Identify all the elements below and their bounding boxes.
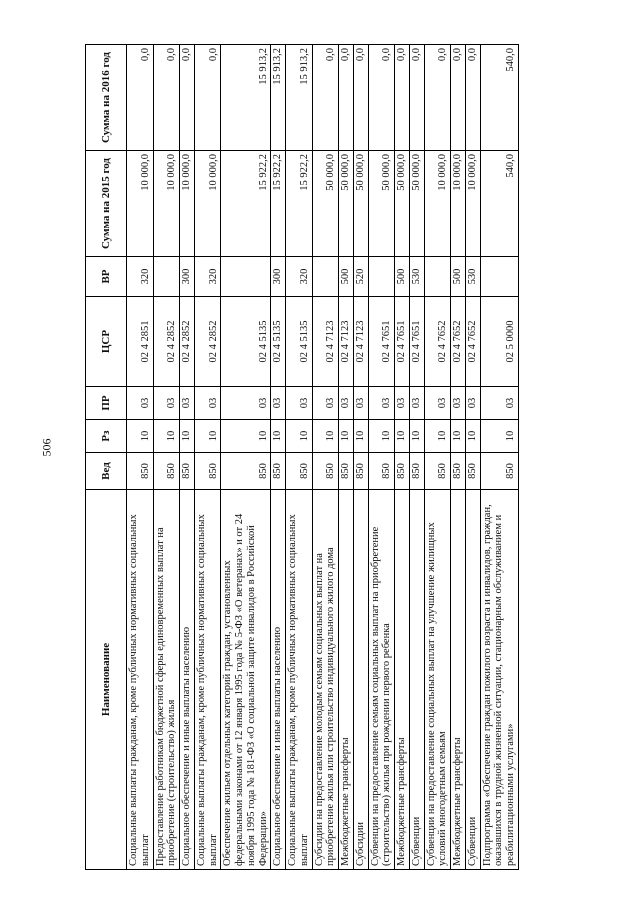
table-row [312, 45, 339, 870]
cell-csr: 02 4 7651 [368, 297, 395, 387]
header-csr: ЦСР [86, 297, 127, 387]
cell-sum-2016: 0,0 [395, 45, 410, 151]
cell-ved: 850 [339, 453, 354, 490]
cell-csr: 02 4 7123 [353, 297, 368, 387]
cell-ved: 850 [480, 453, 518, 490]
cell-pr: 03 [180, 387, 195, 420]
cell-sum-2015: 50 000,0 [409, 151, 424, 257]
cell-pr: 03 [286, 387, 313, 420]
cell-vr: 530 [409, 257, 424, 297]
cell-csr: 02 4 7652 [451, 297, 466, 387]
cell-sum-2016: 0,0 [353, 45, 368, 151]
table-body [127, 45, 519, 870]
cell-rz: 10 [465, 420, 480, 453]
table-row [395, 45, 410, 870]
cell-csr: 02 4 2851 [127, 297, 154, 387]
cell-pr: 03 [409, 387, 424, 420]
cell-name: Межбюджетные трансферты [339, 490, 354, 870]
cell-csr: 02 5 0000 [480, 297, 518, 387]
header-name: Наименование [86, 490, 127, 870]
cell-pr: 03 [339, 387, 354, 420]
cell-sum-2016: 540,0 [480, 45, 518, 151]
cell-sum-2016: 15 913,2 [221, 45, 271, 151]
cell-vr: 320 [286, 257, 313, 297]
cell-csr: 02 4 7652 [424, 297, 451, 387]
header-pr: ПР [86, 387, 127, 420]
table-header-row [86, 45, 127, 870]
cell-csr: 02 4 7651 [395, 297, 410, 387]
table-row [194, 45, 221, 870]
cell-rz: 10 [271, 420, 286, 453]
cell-name: Субсидии на предоставление молодым семьям социальных выплат на приобретение жилья или строительство индивидуального жилого дома [312, 490, 339, 870]
cell-vr [221, 257, 271, 297]
table-row [286, 45, 313, 870]
cell-name: Социальные выплаты гражданам, кроме публичных нормативных социальных выплат [286, 490, 313, 870]
cell-name: Социальное обеспечение и иные выплаты населению [271, 490, 286, 870]
cell-vr [368, 257, 395, 297]
cell-vr: 500 [451, 257, 466, 297]
header-rz: Рз [86, 420, 127, 453]
cell-vr: 300 [271, 257, 286, 297]
cell-sum-2015: 10 000,0 [127, 151, 154, 257]
cell-rz: 10 [395, 420, 410, 453]
cell-sum-2015: 540,0 [480, 151, 518, 257]
cell-ved: 850 [153, 453, 180, 490]
cell-pr: 03 [221, 387, 271, 420]
cell-csr: 02 4 2852 [194, 297, 221, 387]
table-row [353, 45, 368, 870]
cell-pr: 03 [395, 387, 410, 420]
cell-pr: 03 [153, 387, 180, 420]
cell-csr: 02 4 7123 [339, 297, 354, 387]
cell-csr: 02 4 7651 [409, 297, 424, 387]
cell-name: Субвенции [409, 490, 424, 870]
cell-sum-2015: 15 922,2 [271, 151, 286, 257]
cell-pr: 03 [353, 387, 368, 420]
cell-sum-2016: 0,0 [312, 45, 339, 151]
cell-sum-2015: 10 000,0 [424, 151, 451, 257]
cell-sum-2016: 0,0 [339, 45, 354, 151]
header-vr: ВР [86, 257, 127, 297]
cell-ved: 850 [465, 453, 480, 490]
cell-sum-2016: 0,0 [180, 45, 195, 151]
cell-name: Социальное обеспечение и иные выплаты населению [180, 490, 195, 870]
header-sum-2015: Сумма на 2015 год [86, 151, 127, 257]
cell-pr: 03 [127, 387, 154, 420]
table-row [221, 45, 271, 870]
cell-rz: 10 [312, 420, 339, 453]
cell-vr: 320 [194, 257, 221, 297]
page-number: 506 [39, 438, 54, 457]
cell-csr: 02 4 5135 [271, 297, 286, 387]
table-row [153, 45, 180, 870]
cell-pr: 03 [312, 387, 339, 420]
cell-pr: 03 [368, 387, 395, 420]
cell-sum-2015: 10 000,0 [153, 151, 180, 257]
cell-pr: 03 [465, 387, 480, 420]
cell-rz: 10 [194, 420, 221, 453]
cell-ved: 850 [127, 453, 154, 490]
cell-vr [424, 257, 451, 297]
cell-sum-2015: 10 000,0 [465, 151, 480, 257]
cell-sum-2015: 50 000,0 [353, 151, 368, 257]
cell-ved: 850 [194, 453, 221, 490]
table-row [127, 45, 154, 870]
cell-ved: 850 [271, 453, 286, 490]
cell-csr: 02 4 5135 [221, 297, 271, 387]
cell-ved: 850 [409, 453, 424, 490]
cell-rz: 10 [221, 420, 271, 453]
cell-rz: 10 [286, 420, 313, 453]
cell-rz: 10 [127, 420, 154, 453]
cell-ved: 850 [368, 453, 395, 490]
cell-sum-2016: 0,0 [451, 45, 466, 151]
cell-sum-2015: 50 000,0 [395, 151, 410, 257]
cell-name: Социальные выплаты гражданам, кроме публичных нормативных социальных выплат [127, 490, 154, 870]
cell-rz: 10 [339, 420, 354, 453]
cell-vr: 500 [339, 257, 354, 297]
cell-ved: 850 [451, 453, 466, 490]
cell-name: Субсидии [353, 490, 368, 870]
cell-pr: 03 [271, 387, 286, 420]
cell-pr: 03 [194, 387, 221, 420]
budget-table [85, 44, 519, 870]
cell-sum-2015: 10 000,0 [451, 151, 466, 257]
cell-csr: 02 4 2852 [153, 297, 180, 387]
table-row [339, 45, 354, 870]
table-row [465, 45, 480, 870]
cell-csr: 02 4 2852 [180, 297, 195, 387]
cell-ved: 850 [286, 453, 313, 490]
cell-vr [153, 257, 180, 297]
cell-sum-2016: 0,0 [424, 45, 451, 151]
cell-name: Субвенции [465, 490, 480, 870]
cell-vr: 500 [395, 257, 410, 297]
cell-name: Подпрограмма «Обеспечение граждан пожилого возраста и инвалидов, граждан, оказавшихся в трудной жизненной ситуации, стационарным обслуживанием и реабилитационными услугами» [480, 490, 518, 870]
table-row [368, 45, 395, 870]
table-row [271, 45, 286, 870]
cell-csr: 02 4 7123 [312, 297, 339, 387]
cell-sum-2015: 10 000,0 [180, 151, 195, 257]
cell-name: Социальные выплаты гражданам, кроме публичных нормативных социальных выплат [194, 490, 221, 870]
cell-name: Предоставление работникам бюджетной сферы единовременных выплат на приобретение (строительство) жилья [153, 490, 180, 870]
cell-ved: 850 [424, 453, 451, 490]
table-row [480, 45, 518, 870]
cell-rz: 10 [451, 420, 466, 453]
cell-sum-2015: 50 000,0 [339, 151, 354, 257]
cell-vr: 320 [127, 257, 154, 297]
header-sum-2016: Сумма на 2016 год [86, 45, 127, 151]
table-row [180, 45, 195, 870]
cell-vr: 520 [353, 257, 368, 297]
header-ved: Вед [86, 453, 127, 490]
cell-ved: 850 [312, 453, 339, 490]
table-row [424, 45, 451, 870]
cell-vr: 300 [180, 257, 195, 297]
cell-sum-2015: 15 922,2 [221, 151, 271, 257]
cell-csr: 02 4 5135 [286, 297, 313, 387]
cell-rz: 10 [480, 420, 518, 453]
cell-vr: 530 [465, 257, 480, 297]
cell-sum-2016: 0,0 [194, 45, 221, 151]
cell-rz: 10 [180, 420, 195, 453]
cell-rz: 10 [353, 420, 368, 453]
cell-vr [312, 257, 339, 297]
cell-name: Субвенции на предоставление семьям социальных выплат на приобретение (строительство) жилья при рождении первого ребенка [368, 490, 395, 870]
table-row [409, 45, 424, 870]
cell-name: Субвенции на предоставление социальных выплат на улучшение жилищных условий многодетным семьям [424, 490, 451, 870]
cell-rz: 10 [409, 420, 424, 453]
cell-sum-2015: 50 000,0 [368, 151, 395, 257]
cell-name: Межбюджетные трансферты [451, 490, 466, 870]
cell-pr: 03 [424, 387, 451, 420]
cell-sum-2016: 0,0 [465, 45, 480, 151]
cell-sum-2016: 15 913,2 [271, 45, 286, 151]
cell-ved: 850 [353, 453, 368, 490]
cell-name: Обеспечение жильем отдельных категорий граждан, установленных федеральными законами от 12 января 1995 года № 5-ФЗ «О ветеранах» и от 24 ноября 1995 года № 181-ФЗ «О социальной защите инвалидов в Российской Федерации» [221, 490, 271, 870]
cell-rz: 10 [153, 420, 180, 453]
cell-sum-2015: 15 922,2 [286, 151, 313, 257]
cell-csr: 02 4 7652 [465, 297, 480, 387]
table-row [451, 45, 466, 870]
cell-name: Межбюджетные трансферты [395, 490, 410, 870]
cell-sum-2015: 50 000,0 [312, 151, 339, 257]
cell-pr: 03 [451, 387, 466, 420]
cell-rz: 10 [368, 420, 395, 453]
cell-sum-2016: 0,0 [153, 45, 180, 151]
cell-sum-2016: 0,0 [127, 45, 154, 151]
cell-sum-2016: 0,0 [409, 45, 424, 151]
cell-ved: 850 [221, 453, 271, 490]
cell-vr [480, 257, 518, 297]
cell-ved: 850 [180, 453, 195, 490]
cell-pr: 03 [480, 387, 518, 420]
cell-sum-2016: 0,0 [368, 45, 395, 151]
rotated-table-wrapper [85, 45, 535, 870]
cell-rz: 10 [424, 420, 451, 453]
cell-sum-2015: 10 000,0 [194, 151, 221, 257]
cell-sum-2016: 15 913,2 [286, 45, 313, 151]
cell-ved: 850 [395, 453, 410, 490]
